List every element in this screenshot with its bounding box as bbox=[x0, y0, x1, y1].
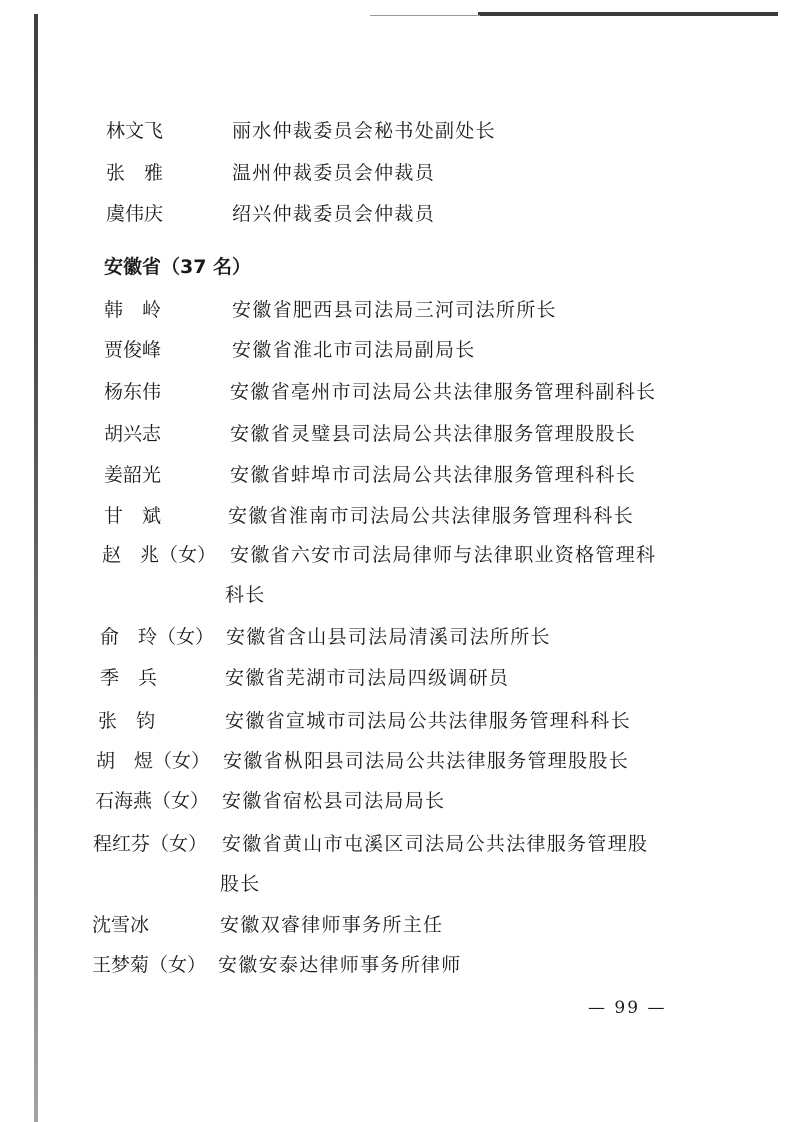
list-item bbox=[0, 419, 793, 451]
person-name: 沈雪冰 bbox=[92, 914, 150, 936]
person-name: 胡兴志 bbox=[104, 423, 162, 445]
person-name: 张 钧 bbox=[98, 710, 156, 732]
person-name: 俞 玲（女） bbox=[100, 626, 215, 648]
person-name: 程红芬（女） bbox=[93, 833, 208, 855]
person-name: 张 雅 bbox=[106, 162, 164, 184]
scan-shadow-top bbox=[478, 12, 778, 16]
page-number: — 99 — bbox=[588, 998, 667, 1018]
list-item bbox=[0, 663, 793, 695]
person-name: 林文飞 bbox=[106, 120, 164, 142]
person-role-continued: 科长 bbox=[225, 584, 266, 606]
person-name: 王梦菊（女） bbox=[92, 954, 207, 976]
list-item bbox=[0, 295, 793, 327]
person-role: 安徽省淮南市司法局公共法律服务管理科科长 bbox=[228, 505, 635, 527]
person-role: 安徽省黄山市屯溪区司法局公共法律服务管理股 bbox=[222, 833, 649, 855]
person-name: 韩 岭 bbox=[104, 299, 162, 321]
person-role: 安徽安泰达律师事务所律师 bbox=[218, 954, 462, 976]
person-role: 安徽省灵璧县司法局公共法律服务管理股股长 bbox=[230, 423, 637, 445]
person-role-continued: 股长 bbox=[220, 873, 261, 895]
person-name: 甘 斌 bbox=[104, 505, 162, 527]
list-item bbox=[0, 335, 793, 367]
person-name: 胡 煜（女） bbox=[96, 750, 211, 772]
list-item bbox=[0, 950, 793, 982]
list-item bbox=[0, 116, 793, 148]
person-role: 安徽省肥西县司法局三河司法所所长 bbox=[232, 299, 557, 321]
list-item bbox=[0, 706, 793, 738]
person-name: 季 兵 bbox=[100, 667, 158, 689]
person-role: 安徽省芜湖市司法局四级调研员 bbox=[225, 667, 510, 689]
person-role: 安徽省含山县司法局清溪司法所所长 bbox=[226, 626, 551, 648]
list-item bbox=[0, 199, 793, 231]
person-role: 温州仲裁委员会仲裁员 bbox=[232, 162, 436, 184]
list-item bbox=[0, 746, 793, 778]
list-item bbox=[0, 622, 793, 654]
list-item bbox=[0, 158, 793, 190]
list-item bbox=[0, 377, 793, 409]
person-role: 绍兴仲裁委员会仲裁员 bbox=[232, 203, 436, 225]
list-item bbox=[0, 460, 793, 492]
person-name: 虞伟庆 bbox=[106, 203, 164, 225]
list-item bbox=[0, 910, 793, 942]
list-item bbox=[0, 829, 793, 901]
person-role: 安徽双睿律师事务所主任 bbox=[220, 914, 444, 936]
list-item bbox=[0, 501, 793, 533]
list-item bbox=[0, 786, 793, 818]
person-role: 安徽省亳州市司法局公共法律服务管理科副科长 bbox=[230, 381, 657, 403]
person-name: 姜韶光 bbox=[104, 464, 162, 486]
scan-shadow-top-thin bbox=[370, 15, 480, 16]
person-role: 安徽省枞阳县司法局公共法律服务管理股股长 bbox=[223, 750, 630, 772]
person-role: 丽水仲裁委员会秘书处副处长 bbox=[232, 120, 496, 142]
person-role: 安徽省淮北市司法局副局长 bbox=[232, 339, 476, 361]
section-heading: 安徽省（37 名） bbox=[104, 256, 252, 278]
person-name: 杨东伟 bbox=[104, 381, 162, 403]
person-role: 安徽省宣城市司法局公共法律服务管理科科长 bbox=[225, 710, 632, 732]
list-item bbox=[0, 540, 793, 612]
person-name: 石海燕（女） bbox=[95, 790, 210, 812]
person-name: 赵 兆（女） bbox=[102, 544, 217, 566]
person-role: 安徽省蚌埠市司法局公共法律服务管理科科长 bbox=[230, 464, 637, 486]
person-role: 安徽省宿松县司法局局长 bbox=[222, 790, 446, 812]
person-role: 安徽省六安市司法局律师与法律职业资格管理科 bbox=[230, 544, 657, 566]
person-name: 贾俊峰 bbox=[104, 339, 162, 361]
